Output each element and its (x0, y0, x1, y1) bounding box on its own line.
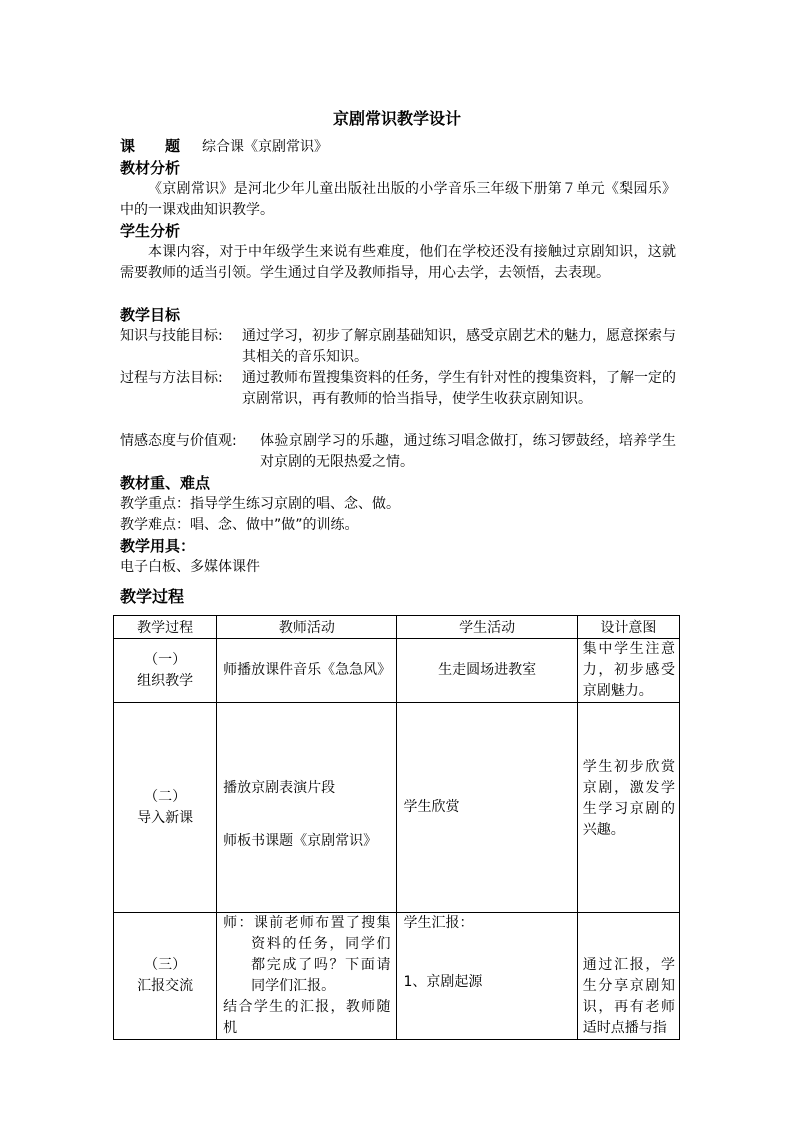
table-header-row (114, 616, 680, 639)
table-row (114, 913, 680, 1040)
teacher-activity-cell (217, 703, 397, 913)
goal-process-text: 通过教师布置搜集资料的任务，学生有针对性的搜集资料，了解一定的京剧常识，再有教师的恰当指导，使学生收获京剧知识。 (242, 370, 676, 407)
table-header-cell: 学生活动 (397, 616, 577, 639)
design-intent-text: 通过汇报，学生分享京剧知识，再有老师适时点播与指 (582, 957, 675, 1036)
goal-knowledge (120, 326, 676, 368)
process-heading: 教学过程 (120, 587, 185, 606)
teacher-activity-text: 师：课前老师布置了搜集资料的任务，同学们都完成了吗？下面请同学们汇报。 (223, 915, 391, 994)
student-analysis-text: 本课内容，对于中年级学生来说有些难度，他们在学校还没有接触过京剧知识，这就需要教师的适当引领。学生通过自学及教师指导，用心去学，去领悟，去表现。 (120, 244, 676, 281)
key-points-heading: 教材重、难点 (120, 474, 211, 492)
stage-number: （三） (144, 957, 187, 973)
course-value: 综合课《京剧常识》 (202, 139, 329, 155)
material-analysis-text: 《京剧常识》是河北少年儿童出版社出版的小学音乐三年级下册第７单元《梨园乐》中的一课戏曲知识教学。 (120, 181, 676, 218)
table-header-cell: 教学过程 (114, 616, 217, 639)
student-activity-text: 1、京剧起源 (403, 974, 483, 990)
stage-name: 组织教学 (137, 672, 194, 689)
student-activity-text: 生走圆场进教室 (438, 662, 537, 678)
student-analysis-heading: 学生分析 (120, 222, 181, 240)
design-intent-cell (577, 639, 679, 703)
goal-emotion-label: 情感态度与价值观: (120, 433, 237, 449)
goal-process-label: 过程与方法目标: (120, 370, 223, 386)
teacher-activity-text: 师播放课件音乐《急急风》 (223, 662, 392, 678)
table-header-cell: 教师活动 (217, 616, 397, 639)
design-intent-text: 学生初步欣赏京剧，激发学生学习京剧的兴趣。 (582, 758, 675, 838)
stage-name: 汇报交流 (137, 978, 194, 994)
course-line (120, 136, 676, 158)
stage-cell (114, 913, 217, 1040)
design-intent-cell (577, 703, 679, 913)
tools-text: 电子白板、多媒体课件 (120, 559, 260, 575)
goal-knowledge-label: 知识与技能目标: (120, 328, 223, 344)
material-analysis-heading: 教材分析 (120, 159, 181, 177)
tools-heading: 教学用具： (120, 537, 196, 555)
lesson-process-table (113, 615, 680, 1040)
table-row (114, 639, 680, 703)
stage-cell (114, 703, 217, 913)
goal-process (120, 368, 676, 431)
goal-emotion (120, 431, 676, 473)
design-intent-text: 集中学生注意力，初步感受京剧魅力。 (582, 641, 675, 699)
design-intent-cell (577, 913, 679, 1040)
teacher-activity-text: 师板书课题《京剧常识》 (223, 832, 378, 849)
student-activity-text: 学生汇报： (403, 915, 474, 931)
goals-heading: 教学目标 (120, 306, 181, 324)
stage-cell (114, 639, 217, 703)
key-difficulty: 教学难点：唱、念、做中”做”的训练。 (120, 517, 359, 533)
stage-name: 导入新课 (137, 809, 194, 826)
teacher-activity-cell (217, 639, 397, 703)
document-title: 京剧常识教学设计 (332, 109, 461, 128)
teacher-activity-text: 结合学生的汇报，教师随机 (223, 999, 391, 1036)
teacher-activity-text: 播放京剧表演片段 (223, 779, 336, 796)
stage-number: （二） (144, 788, 187, 805)
course-label: 课 题 (120, 137, 181, 155)
stage-number: （一） (144, 651, 187, 668)
goal-emotion-text: 体验京剧学习的乐趣，通过练习唱念做打，练习锣鼓经，培养学生对京剧的无限热爱之情。 (260, 433, 676, 470)
key-focus: 教学重点：指导学生练习京剧的唱、念、做。 (120, 496, 400, 512)
table-header-cell: 设计意图 (577, 616, 679, 639)
student-activity-text: 学生欣赏 (403, 799, 460, 815)
table-row (114, 703, 680, 913)
student-activity-cell (397, 913, 577, 1040)
goal-knowledge-text: 通过学习，初步了解京剧基础知识，感受京剧艺术的魅力，愿意探索与其相关的音乐知识。 (242, 328, 676, 365)
student-activity-cell (397, 639, 577, 703)
student-activity-cell (397, 703, 577, 913)
teacher-activity-cell (217, 913, 397, 1040)
